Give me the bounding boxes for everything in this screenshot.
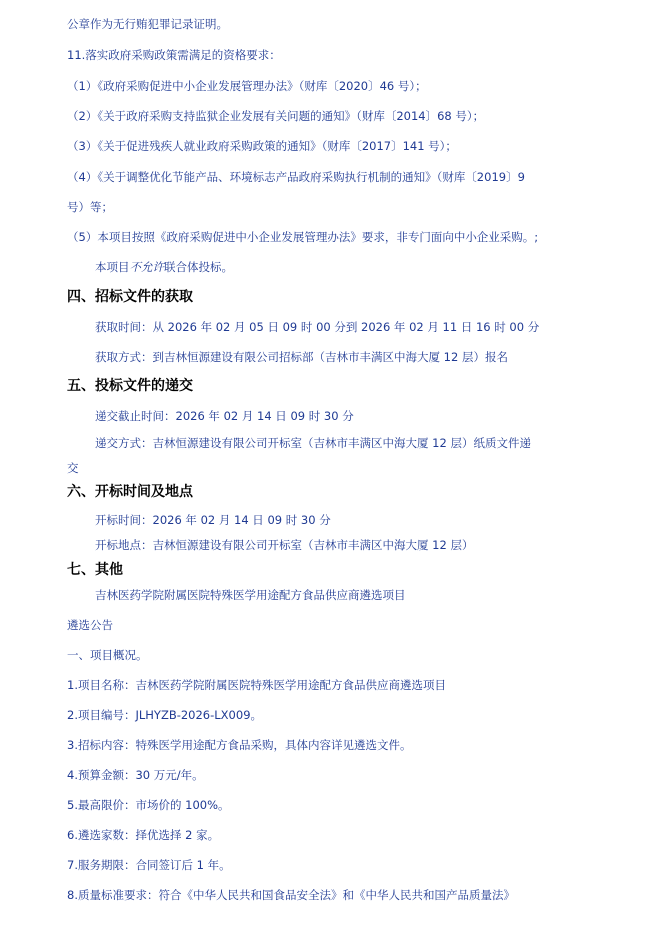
consortium-not-allowed: 不允许	[129, 260, 164, 274]
budget-amount: 4.预算金额：30 万元/年。	[67, 768, 204, 782]
consortium-bid-line	[95, 259, 233, 275]
project-overview-heading: 一、项目概况。	[67, 648, 148, 662]
selection-count: 6.遴选家数：择优选择 2 家。	[67, 828, 220, 842]
policy-item-4: （4）《关于调整优化节能产品、环境标志产品政府采购执行机制的通知》（财库〔2019〕9	[67, 170, 525, 184]
submission-method: 递交方式：吉林恒源建设有限公司开标室（吉林市丰满区中海大厦 12 层）纸质文件递	[95, 436, 531, 450]
project-number: 2.项目编号：JLHYZB-2026-LX009。	[67, 708, 263, 722]
announcement-title: 遴选公告	[67, 618, 113, 632]
max-price: 5.最高限价：市场价的 100%。	[67, 798, 230, 812]
section-heading-tender-docs: 四、招标文件的获取	[67, 289, 193, 305]
project-name: 1.项目名称：吉林医药学院附属医院特殊医学用途配方食品供应商遴选项目	[67, 678, 446, 692]
acquisition-time: 获取时间：从 2026 年 02 月 05 日 09 时 00 分到 2026 年 02 月 11 日 16 时 00 分	[95, 320, 540, 334]
submission-deadline: 递交截止时间：2026 年 02 月 14 日 09 时 30 分	[95, 409, 354, 423]
service-period: 7.服务期限：合同签订后 1 年。	[67, 858, 231, 872]
qualification-requirements-title: 11.落实政府采购政策需满足的资格要求：	[67, 48, 281, 62]
opening-location: 开标地点：吉林恒源建设有限公司开标室（吉林市丰满区中海大厦 12 层）	[95, 538, 474, 552]
policy-item-3: （3）《关于促进残疾人就业政府采购政策的通知》（财库〔2017〕141 号）；	[67, 139, 457, 153]
opening-time: 开标时间：2026 年 02 月 14 日 09 时 30 分	[95, 513, 331, 527]
quality-standards: 8.质量标准要求：符合《中华人民共和国食品安全法》和《中华人民共和国产品质量法》	[67, 888, 515, 902]
submission-method-continued: 交	[67, 461, 79, 475]
acquisition-method: 获取方式：到吉林恒源建设有限公司招标部（吉林市丰满区中海大厦 12 层）报名	[95, 350, 508, 364]
section-heading-bid-opening: 六、开标时间及地点	[67, 484, 193, 500]
policy-item-1: （1）《政府采购促进中小企业发展管理办法》（财库〔2020〕46 号）；	[67, 79, 427, 93]
tender-content: 3.招标内容：特殊医学用途配方食品采购，具体内容详见遴选文件。	[67, 738, 412, 752]
policy-item-4-continued: 号）等；	[67, 200, 113, 214]
policy-item-5: （5）本项目按照《政府采购促进中小企业发展管理办法》要求，非专门面向中小企业采购。;	[67, 230, 539, 244]
policy-item-2: （2）《关于政府采购支持监狱企业发展有关问题的通知》（财库〔2014〕68 号）；	[67, 109, 485, 123]
text-line: 公章作为无行贿犯罪记录证明。	[67, 17, 228, 31]
project-title: 吉林医药学院附属医院特殊医学用途配方食品供应商遴选项目	[95, 588, 406, 602]
consortium-suffix: 联合体投标。	[164, 260, 233, 274]
section-heading-other: 七、其他	[67, 562, 123, 578]
section-heading-bid-submission: 五、投标文件的递交	[67, 378, 193, 394]
consortium-prefix: 本项目	[95, 260, 130, 274]
